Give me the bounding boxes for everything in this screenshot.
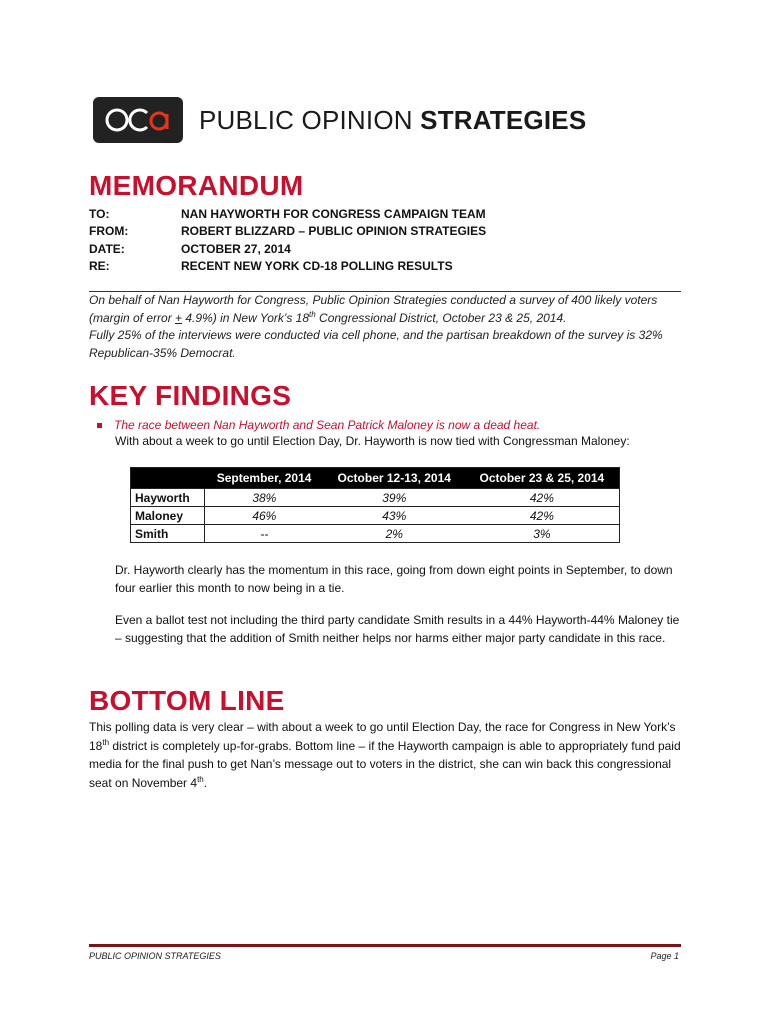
paragraph-text: Dr. Hayworth clearly has the momentum in this race, going from down eight points in September, to down four earlier this month to now being in a tie. [115, 563, 673, 595]
superscript: th [102, 737, 110, 747]
pos-logo-icon [103, 104, 173, 136]
plus-minus: + [175, 310, 183, 325]
bottom-line-title: BOTTOM LINE [89, 685, 285, 716]
bottom-line-text [89, 718, 689, 792]
table-cell: 3% [465, 525, 620, 543]
table-cell: 2% [324, 525, 465, 543]
ballot-test-paragraph [115, 611, 685, 647]
superscript: th [309, 309, 316, 319]
field-value: ROBERT BLIZZARD – PUBLIC OPINION STRATEGIES [181, 224, 487, 239]
bullet-text: The race between Nan Hayworth and Sean Patrick Maloney is now a dead heat. [114, 418, 541, 432]
table-cell: 42% [465, 507, 620, 525]
paragraph-text: Even a ballot test not including the third party candidate Smith results in a 44% Hayworth-44% Maloney tie – suggesting that the addition of Smith neither helps nor harms either major party candidate in this race. [115, 613, 680, 645]
table-cell: 38% [204, 489, 323, 507]
table-cell: -- [204, 525, 323, 543]
logo-mark [93, 97, 183, 143]
table-row [131, 489, 620, 507]
table-header: October 12-13, 2014 [324, 468, 465, 489]
table-header-row [131, 468, 620, 489]
field-label: DATE: [89, 241, 125, 256]
memo-fields [89, 205, 486, 275]
brand-bold: STRATEGIES [420, 104, 587, 135]
field-value: RECENT NEW YORK CD-18 POLLING RESULTS [181, 259, 453, 274]
paragraph-text: . [203, 775, 208, 790]
table-header [131, 468, 205, 489]
memo-field-from [89, 223, 486, 241]
superscript: th [197, 774, 204, 784]
table-row [131, 507, 620, 525]
table-cell: 42% [465, 489, 620, 507]
row-label: Hayworth [131, 489, 205, 507]
table-header: October 23 & 25, 2014 [465, 468, 620, 489]
header-logo [93, 97, 586, 143]
footer-org: PUBLIC OPINION STRATEGIES [89, 951, 221, 961]
paragraph-text: This polling data is very clear – with about a week to go until Election Day, the race for Congress in New York’s 18 [89, 720, 676, 753]
key-finding-subtext: With about a week to go until Election Day, Dr. Hayworth is now tied with Congressman Maloney: [115, 434, 630, 448]
row-label: Smith [131, 525, 205, 543]
row-label: Maloney [131, 507, 205, 525]
table-row [131, 525, 620, 543]
page-number: Page 1 [650, 951, 679, 961]
table-header: September, 2014 [204, 468, 323, 489]
key-findings-title: KEY FINDINGS [89, 380, 292, 411]
intro-line-2: Fully 25% of the interviews were conducted via cell phone, and the partisan breakdown of the survey is 32% Republican-35% Democrat. [89, 328, 663, 360]
table-cell: 43% [324, 507, 465, 525]
intro-text: On behalf of Nan Hayworth for Congress, Public Opinion Strategies conducted a survey of 400 likely voters (margin of error [89, 293, 658, 325]
intro-paragraph [89, 292, 689, 362]
intro-text: Congressional District, October 23 & 25, 2014. [315, 310, 567, 325]
brand-name [199, 105, 586, 136]
memo-field-re [89, 258, 486, 276]
memorandum-title: MEMORANDUM [89, 170, 304, 201]
field-label: FROM: [89, 224, 129, 239]
table-cell: 39% [324, 489, 465, 507]
bullet-square-icon [97, 423, 102, 428]
momentum-paragraph [115, 561, 685, 597]
key-finding-bullet [97, 418, 540, 432]
intro-text: 4.9%) in New York’s 18 [182, 310, 310, 325]
intro-line-1 [89, 292, 689, 327]
field-value: OCTOBER 27, 2014 [181, 241, 291, 256]
footer-divider [89, 944, 681, 947]
ballot-table [130, 467, 620, 543]
field-label: RE: [89, 259, 110, 274]
paragraph-text: district is completely up-for-grabs. Bottom line – if the Hayworth campaign is able to appropriately fund paid media for the final push to get Nan’s message out to voters in the district, she can win back this congressional seat on November 4 [89, 738, 681, 790]
memo-field-date [89, 240, 486, 258]
bottom-line-paragraph [89, 718, 689, 792]
table-cell: 46% [204, 507, 323, 525]
field-label: TO: [89, 206, 110, 221]
memo-field-to [89, 205, 486, 223]
brand-light: PUBLIC OPINION [199, 104, 421, 135]
field-value: NAN HAYWORTH FOR CONGRESS CAMPAIGN TEAM [181, 206, 486, 221]
